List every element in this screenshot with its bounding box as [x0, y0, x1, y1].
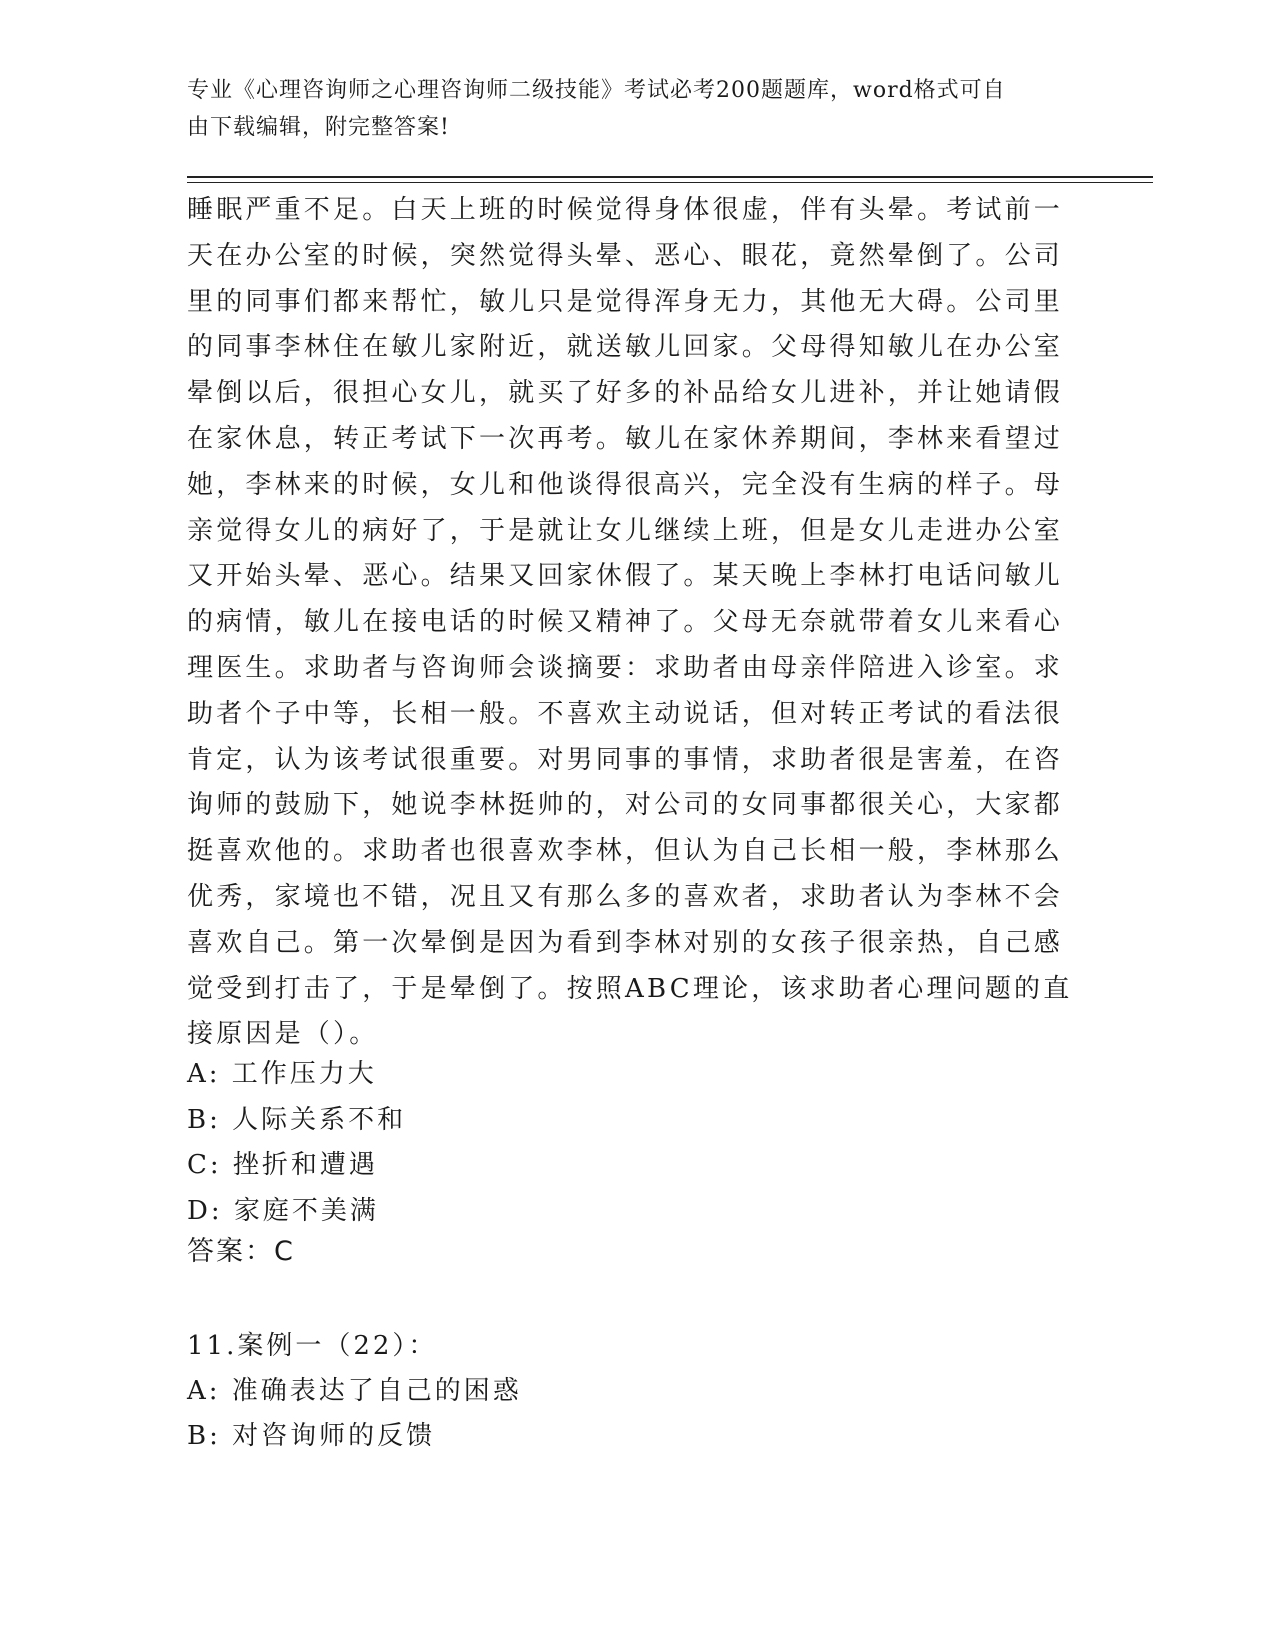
answer-line: 答案：C	[187, 1236, 295, 1267]
passage-line: 肯定，认为该考试很重要。对男同事的事情，求助者很是害羞，在咨	[187, 744, 1064, 775]
passage-line: 喜欢自己。第一次晕倒是因为看到李林对别的女孩子很亲热，自己感	[187, 927, 1064, 958]
passage-line: 优秀，家境也不错，况且又有那么多的喜欢者，求助者认为李林不会	[187, 881, 1064, 912]
next-question-title: 11.案例一（22）：	[187, 1331, 438, 1361]
passage-line: 助者个子中等，长相一般。不喜欢主动说话，但对转正考试的看法很	[187, 698, 1064, 729]
next-option-a: A: 准确表达了自己的困惑	[187, 1376, 522, 1406]
option-a: A: 工作压力大	[187, 1059, 377, 1089]
question-passage	[187, 188, 1073, 1058]
question-options	[187, 1052, 406, 1234]
passage-line: 睡眠严重不足。白天上班的时候觉得身体很虚，伴有头晕。考试前一	[187, 195, 1064, 225]
header-line-2: 由下载编辑，附完整答案!	[187, 115, 450, 140]
header-line-1: 专业《心理咨询师之心理咨询师二级技能》考试必考200题题库，word格式可自	[187, 78, 1006, 103]
passage-line: 接原因是（）。	[187, 1019, 379, 1050]
passage-line: 的病情，敏儿在接电话的时候又精神了。父母无奈就带着女儿来看心	[187, 607, 1064, 638]
passage-line: 觉受到打击了，于是晕倒了。按照ABC理论，该求助者心理问题的直	[187, 973, 1073, 1004]
passage-line: 询师的鼓励下，她说李林挺帅的，对公司的女同事都很关心，大家都	[187, 790, 1064, 821]
document-header	[187, 72, 1067, 146]
passage-line: 里的同事们都来帮忙，敏儿只是觉得浑身无力，其他无大碍。公司里	[187, 286, 1064, 317]
passage-line: 天在办公室的时候，突然觉得头晕、恶心、眼花，竟然晕倒了。公司	[187, 240, 1064, 271]
passage-line: 在家休息，转正考试下一次再考。敏儿在家休养期间，李林来看望过	[187, 423, 1064, 454]
option-c: C: 挫折和遭遇	[187, 1150, 378, 1180]
passage-line: 又开始头晕、恶心。结果又回家休假了。某天晚上李林打电话问敏儿	[187, 561, 1064, 592]
header-divider-thin	[187, 182, 1153, 183]
next-question	[187, 1324, 522, 1459]
next-option-b: B: 对咨询师的反馈	[187, 1421, 436, 1451]
option-d: D: 家庭不美满	[187, 1195, 379, 1226]
passage-line: 的同事李林住在敏儿家附近，就送敏儿回家。父母得知敏儿在办公室	[187, 332, 1064, 363]
passage-line: 理医生。求助者与咨询师会谈摘要：求助者由母亲伴陪进入诊室。求	[187, 652, 1064, 683]
option-b: B: 人际关系不和	[187, 1104, 407, 1135]
passage-line: 她，李林来的时候，女儿和他谈得很高兴，完全没有生病的样子。母	[187, 469, 1064, 500]
passage-line: 亲觉得女儿的病好了，于是就让女儿继续上班，但是女儿走进办公室	[187, 515, 1064, 546]
header-divider-thick	[187, 176, 1153, 178]
passage-line: 挺喜欢他的。求助者也很喜欢李林，但认为自己长相一般，李林那么	[187, 836, 1064, 867]
passage-line: 晕倒以后，很担心女儿，就买了好多的补品给女儿进补，并让她请假	[187, 378, 1064, 409]
